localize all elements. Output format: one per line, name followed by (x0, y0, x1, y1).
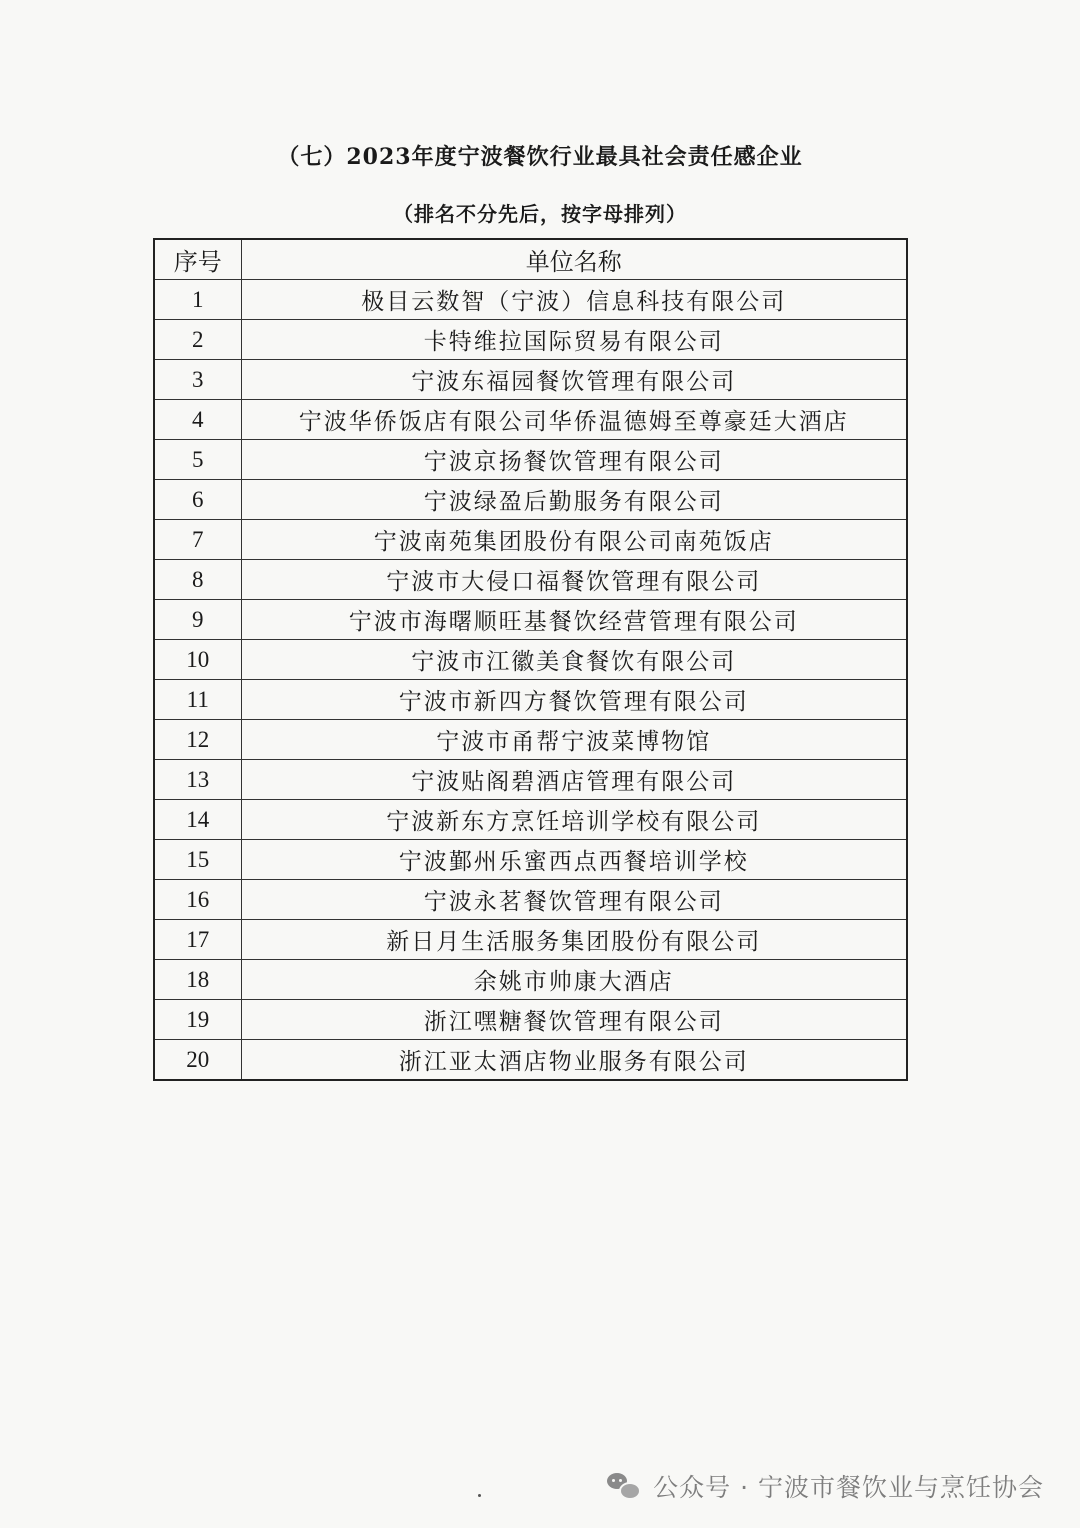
row-company-name: 余姚市帅康大酒店 (241, 960, 907, 1000)
row-company-name: 宁波市江徽美食餐饮有限公司 (241, 640, 907, 680)
table-row (154, 560, 907, 600)
award-table (153, 238, 908, 1081)
row-company-name: 宁波东福园餐饮管理有限公司 (241, 360, 907, 400)
row-index: 14 (154, 800, 241, 840)
row-index: 10 (154, 640, 241, 680)
table-body (154, 280, 907, 1081)
scan-speck (478, 1494, 481, 1497)
row-index: 5 (154, 440, 241, 480)
row-company-name: 浙江嘿糖餐饮管理有限公司 (241, 1000, 907, 1040)
table-row (154, 440, 907, 480)
row-index: 6 (154, 480, 241, 520)
watermark-text: 公众号 · 宁波市餐饮业与烹饪协会 (653, 1473, 1044, 1502)
row-index: 3 (154, 360, 241, 400)
table-row (154, 320, 907, 360)
table-row (154, 280, 907, 320)
row-company-name: 新日月生活服务集团股份有限公司 (241, 920, 907, 960)
table-row (154, 1040, 907, 1081)
watermark (607, 1466, 1044, 1506)
row-company-name: 卡特维拉国际贸易有限公司 (241, 320, 907, 360)
row-company-name: 宁波新东方烹饪培训学校有限公司 (241, 800, 907, 840)
row-company-name: 宁波市海曙顺旺基餐饮经营管理有限公司 (241, 600, 907, 640)
table-row (154, 720, 907, 760)
row-company-name: 宁波鄞州乐蜜西点西餐培训学校 (241, 840, 907, 880)
row-index: 11 (154, 680, 241, 720)
row-company-name: 浙江亚太酒店物业服务有限公司 (241, 1040, 907, 1081)
table-row (154, 760, 907, 800)
table-row (154, 360, 907, 400)
row-company-name: 宁波市新四方餐饮管理有限公司 (241, 680, 907, 720)
document-title: （七）2023年度宁波餐饮行业最具社会责任感企业 (277, 144, 803, 170)
row-index: 4 (154, 400, 241, 440)
row-company-name: 宁波永茗餐饮管理有限公司 (241, 880, 907, 920)
row-company-name: 宁波京扬餐饮管理有限公司 (241, 440, 907, 480)
table-row (154, 840, 907, 880)
row-company-name: 宁波南苑集团股份有限公司南苑饭店 (241, 520, 907, 560)
table-row (154, 960, 907, 1000)
row-index: 7 (154, 520, 241, 560)
document-subtitle: （排名不分先后，按字母排列） (393, 202, 687, 226)
row-company-name: 宁波华侨饭店有限公司华侨温德姆至尊豪廷大酒店 (241, 400, 907, 440)
row-index: 2 (154, 320, 241, 360)
row-company-name: 宁波贴阁碧酒店管理有限公司 (241, 760, 907, 800)
table-row (154, 800, 907, 840)
row-company-name: 宁波市甬帮宁波菜博物馆 (241, 720, 907, 760)
table-row (154, 680, 907, 720)
row-company-name: 极目云数智（宁波）信息科技有限公司 (241, 280, 907, 320)
table-row (154, 600, 907, 640)
table-row (154, 1000, 907, 1040)
row-index: 8 (154, 560, 241, 600)
table-row (154, 640, 907, 680)
row-index: 18 (154, 960, 241, 1000)
row-index: 19 (154, 1000, 241, 1040)
header-index: 序号 (154, 239, 241, 280)
table-row (154, 920, 907, 960)
row-index: 9 (154, 600, 241, 640)
row-index: 17 (154, 920, 241, 960)
row-company-name: 宁波绿盈后勤服务有限公司 (241, 480, 907, 520)
row-index: 15 (154, 840, 241, 880)
table-row (154, 400, 907, 440)
row-index: 12 (154, 720, 241, 760)
table-row (154, 880, 907, 920)
table-row (154, 480, 907, 520)
row-index: 13 (154, 760, 241, 800)
header-name: 单位名称 (241, 239, 907, 280)
table-header-row (154, 239, 907, 280)
table-row (154, 520, 907, 560)
row-index: 20 (154, 1040, 241, 1081)
row-index: 1 (154, 280, 241, 320)
row-company-name: 宁波市大侵口福餐饮管理有限公司 (241, 560, 907, 600)
wechat-icon (607, 1471, 641, 1501)
row-index: 16 (154, 880, 241, 920)
